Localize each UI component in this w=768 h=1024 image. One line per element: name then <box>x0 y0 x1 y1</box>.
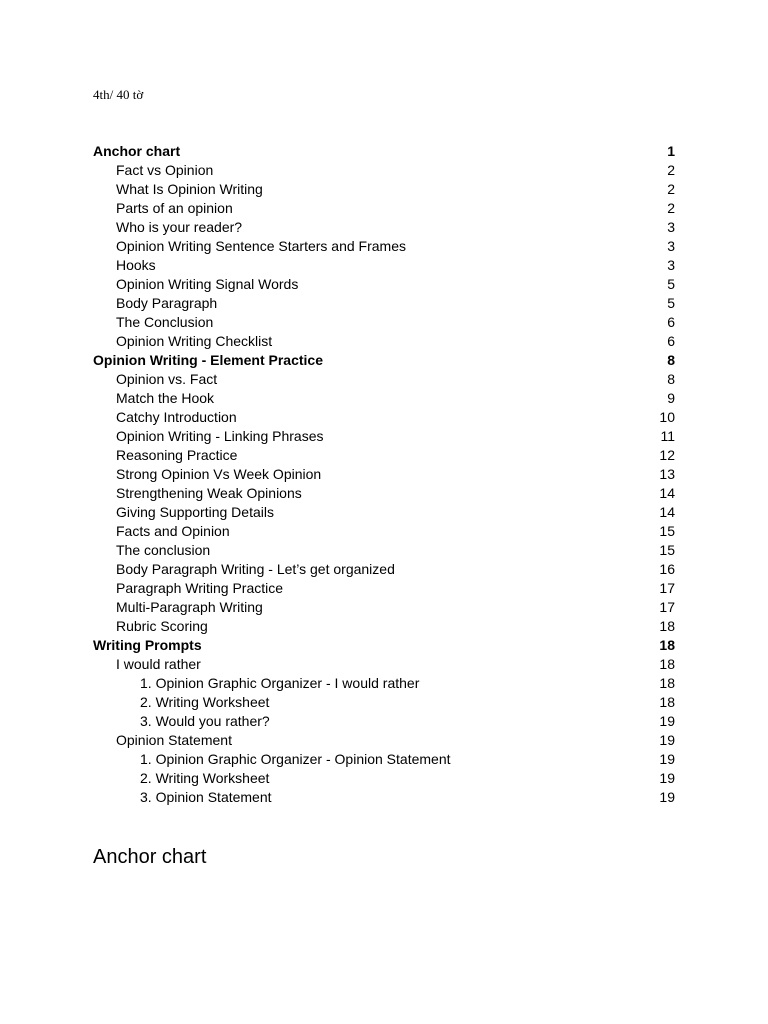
toc-entry-page: 5 <box>667 295 675 311</box>
toc-entry-title: Fact vs Opinion <box>116 162 214 178</box>
toc-entry-title: The Conclusion <box>116 314 214 330</box>
toc-entry-title: Giving Supporting Details <box>116 504 274 520</box>
toc-entry-title: Multi-Paragraph Writing <box>116 599 263 615</box>
toc-entry <box>93 161 675 180</box>
toc-entry-page: 3 <box>667 257 675 273</box>
toc-entry-page: 18 <box>659 618 675 634</box>
toc-entry <box>93 674 675 693</box>
toc-entry <box>93 332 675 351</box>
toc-entry <box>93 427 675 446</box>
toc-entry-page: 18 <box>659 694 675 710</box>
toc-entry-title: The conclusion <box>116 542 211 558</box>
toc-entry-title: Opinion Writing Checklist <box>116 333 273 349</box>
toc-entry <box>93 351 675 370</box>
toc-entry-page: 2 <box>667 181 675 197</box>
toc-entry-page: 6 <box>667 314 675 330</box>
toc-entry-page: 2 <box>667 200 675 216</box>
toc-entry-page: 17 <box>659 580 675 596</box>
toc-entry-title: 2. Writing Worksheet <box>140 770 270 786</box>
toc-entry-page: 19 <box>659 789 675 805</box>
toc-entry-title: Strengthening Weak Opinions <box>116 485 302 501</box>
toc-entry-page: 2 <box>667 162 675 178</box>
toc-entry <box>93 712 675 731</box>
toc-entry-page: 10 <box>659 409 675 425</box>
toc-entry-page: 15 <box>659 542 675 558</box>
toc-entry-title: Opinion Writing - Linking Phrases <box>116 428 324 444</box>
toc-entry <box>93 636 675 655</box>
toc-entry <box>93 294 675 313</box>
toc-entry-page: 3 <box>667 219 675 235</box>
toc-entry <box>93 370 675 389</box>
toc-entry-page: 5 <box>667 276 675 292</box>
toc-entry-title: What Is Opinion Writing <box>116 181 263 197</box>
toc-entry-title: Facts and Opinion <box>116 523 230 539</box>
toc-entry <box>93 218 675 237</box>
toc-entry-page: 18 <box>659 675 675 691</box>
toc-entry-title: Body Paragraph Writing - Let’s get organized <box>116 561 395 577</box>
toc-entry <box>93 199 675 218</box>
toc-entry-title: 3. Opinion Statement <box>140 789 272 805</box>
toc-entry <box>93 237 675 256</box>
toc-entry-title: 3. Would you rather? <box>140 713 270 729</box>
toc-entry <box>93 256 675 275</box>
toc-entry-title: Who is your reader? <box>116 219 243 235</box>
toc-entry <box>93 484 675 503</box>
toc-entry-title: Opinion Writing Signal Words <box>116 276 299 292</box>
toc-entry-title: 2. Writing Worksheet <box>140 694 270 710</box>
toc-entry-page: 15 <box>659 523 675 539</box>
toc-entry-page: 11 <box>660 428 675 444</box>
toc-entry <box>93 788 675 807</box>
toc-entry <box>93 750 675 769</box>
toc-entry-title: Reasoning Practice <box>116 447 238 463</box>
toc-entry-title: Parts of an opinion <box>116 200 233 216</box>
header-note: 4th/ 40 tờ <box>93 87 144 102</box>
toc-entry <box>93 446 675 465</box>
toc-entry <box>93 693 675 712</box>
toc-entry-page: 6 <box>667 333 675 349</box>
toc-entry-page: 13 <box>659 466 675 482</box>
toc-entry <box>93 560 675 579</box>
toc-entry <box>93 142 675 161</box>
toc-entry-page: 16 <box>659 561 675 577</box>
section-heading: Anchor chart <box>93 846 207 868</box>
toc-entry <box>93 465 675 484</box>
toc-entry-title: Opinion Writing - Element Practice <box>93 352 323 368</box>
toc-entry-page: 14 <box>659 485 675 501</box>
toc-entry-page: 18 <box>659 656 675 672</box>
toc-entry-title: Rubric Scoring <box>116 618 208 634</box>
toc-entry-page: 18 <box>659 637 675 653</box>
toc-entry-page: 19 <box>659 770 675 786</box>
toc-entry <box>93 655 675 674</box>
toc-entry <box>93 731 675 750</box>
toc-entry-title: I would rather <box>116 656 201 672</box>
toc-entry-title: Catchy Introduction <box>116 409 237 425</box>
toc-entry <box>93 275 675 294</box>
toc-entry-title: Hooks <box>116 257 156 273</box>
toc-entry-page: 8 <box>667 371 675 387</box>
toc-entry <box>93 522 675 541</box>
toc-entry-title: Body Paragraph <box>116 295 218 311</box>
toc-entry-page: 1 <box>667 143 675 159</box>
toc-entry-page: 19 <box>659 732 675 748</box>
toc-entry-page: 3 <box>667 238 675 254</box>
toc-entry-title: Opinion Writing Sentence Starters and Frames <box>116 238 406 254</box>
toc-entry-page: 9 <box>667 390 675 406</box>
toc-entry-page: 14 <box>659 504 675 520</box>
toc-entry <box>93 503 675 522</box>
toc-entry <box>93 408 675 427</box>
toc-entry-title: 1. Opinion Graphic Organizer - Opinion Statement <box>140 751 451 767</box>
toc-entry-page: 19 <box>659 713 675 729</box>
toc-entry <box>93 313 675 332</box>
toc-entry <box>93 180 675 199</box>
toc-entry-title: Match the Hook <box>116 390 215 406</box>
toc-entry-page: 19 <box>659 751 675 767</box>
toc-entry <box>93 541 675 560</box>
toc-entry-title: Opinion Statement <box>116 732 232 748</box>
toc-entry-title: Opinion vs. Fact <box>116 371 218 387</box>
toc-entry-title: Anchor chart <box>93 143 181 159</box>
toc-entry-page: 12 <box>659 447 675 463</box>
toc-entry <box>93 598 675 617</box>
toc-entry-page: 8 <box>667 352 675 368</box>
toc-entry-page: 17 <box>659 599 675 615</box>
table-of-contents <box>93 142 675 807</box>
toc-entry-title: Paragraph Writing Practice <box>116 580 284 596</box>
toc-entry-title: Strong Opinion Vs Week Opinion <box>116 466 322 482</box>
toc-entry <box>93 579 675 598</box>
toc-entry-title: Writing Prompts <box>93 637 202 653</box>
toc-entry-title: 1. Opinion Graphic Organizer - I would rather <box>140 675 420 691</box>
toc-entry <box>93 389 675 408</box>
toc-entry <box>93 617 675 636</box>
toc-entry <box>93 769 675 788</box>
